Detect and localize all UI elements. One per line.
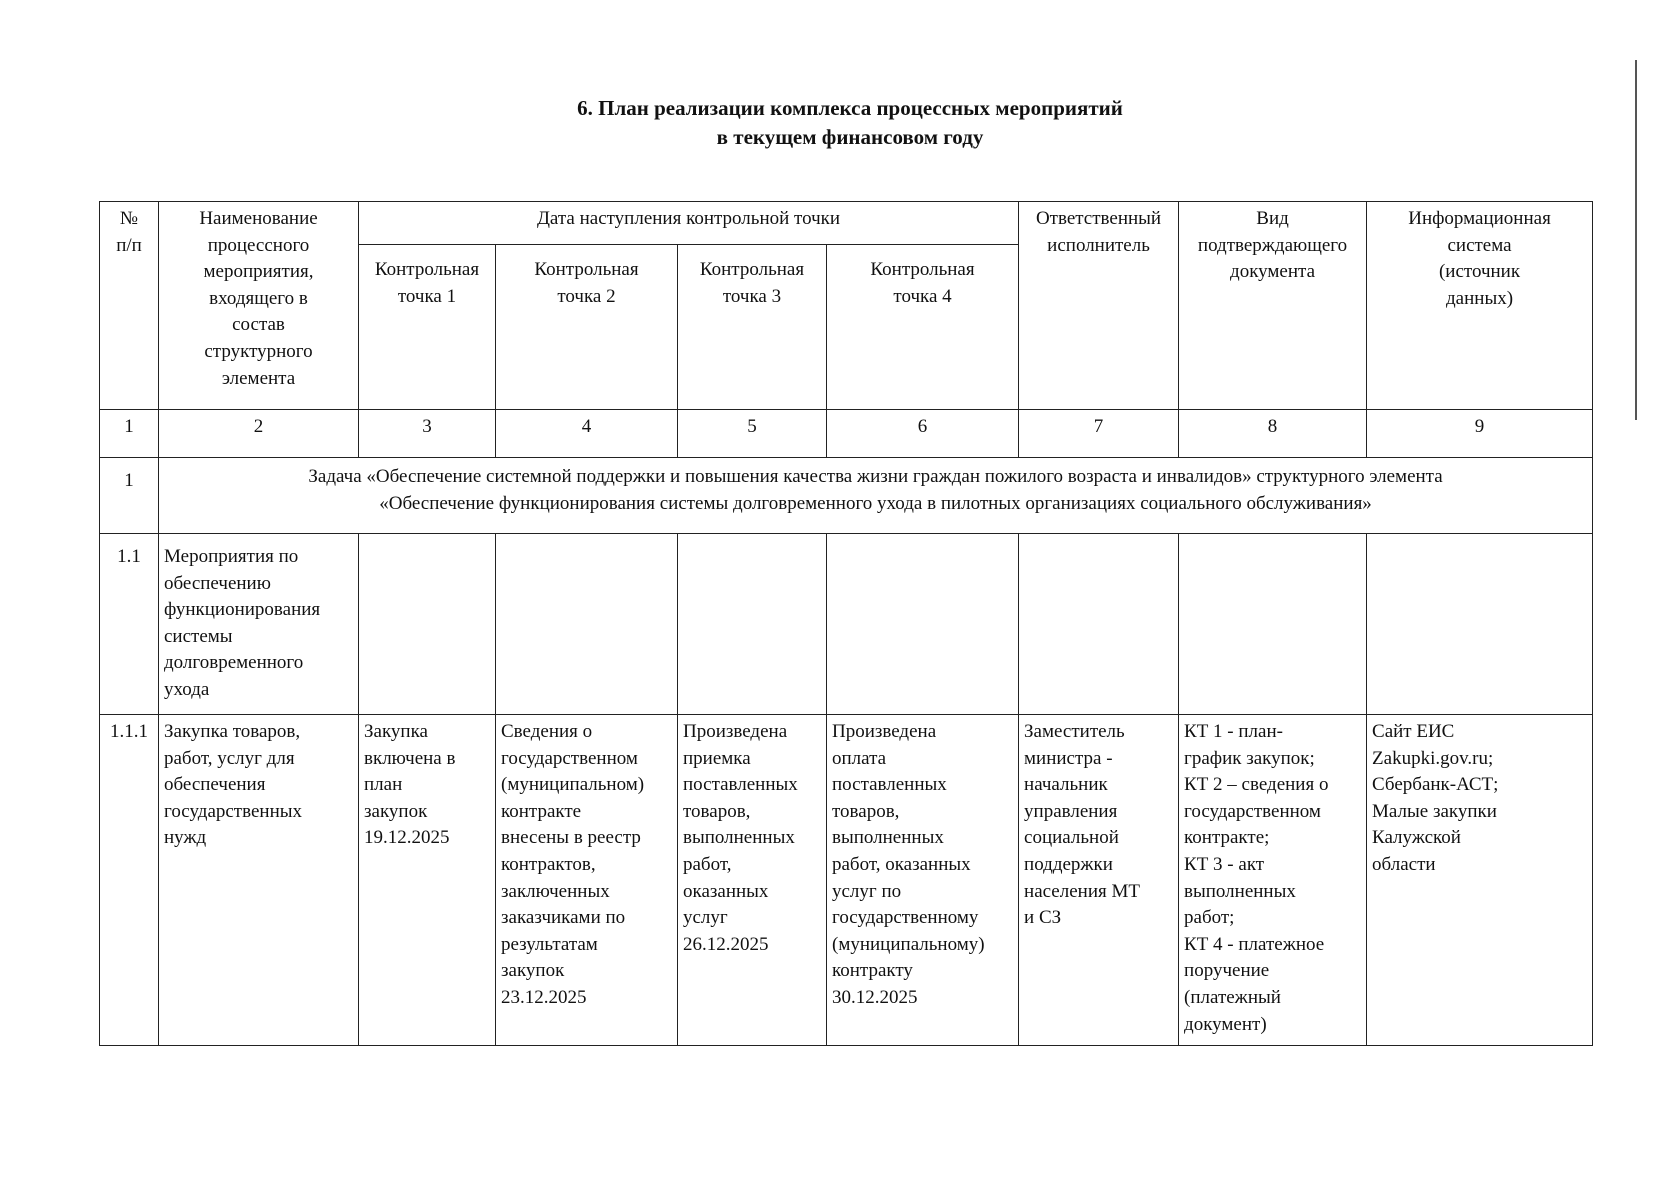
header-kt2-line: Контрольная <box>534 259 639 280</box>
cell-doc-type-line: государственном <box>1184 800 1321 822</box>
row-name-line: обеспечению <box>164 572 271 594</box>
row-name-line: системы <box>164 625 233 647</box>
cell-kt2-line: (муниципальном) <box>501 774 645 796</box>
header-num-line2: п/п <box>116 234 142 256</box>
task-row <box>100 458 1593 534</box>
cell-doc-type-line: контракте; <box>1184 827 1270 849</box>
cell-kt2 <box>496 715 678 1046</box>
cell-kt2-line: закупок <box>501 960 565 982</box>
row-name-line: Закупка товаров, <box>164 721 301 742</box>
cell-doc-type-line: КТ 3 - акт <box>1184 853 1265 875</box>
cell-kt3-line: работ, <box>683 853 732 875</box>
header-doc-type-line: Вид <box>1256 208 1289 229</box>
cell-info-system-line: Малые закупки <box>1372 800 1497 822</box>
empty-cell <box>496 534 678 715</box>
empty-cell <box>1367 534 1593 715</box>
cell-doc-type-line: документ) <box>1184 1013 1267 1035</box>
cell-info-system-line: области <box>1372 853 1436 875</box>
column-number: 7 <box>1019 410 1179 458</box>
header-kt3 <box>678 245 827 410</box>
header-responsible <box>1019 202 1179 410</box>
cell-responsible-line: управления <box>1024 800 1118 822</box>
column-number-row <box>100 410 1593 458</box>
table-row-1-1 <box>100 534 1593 715</box>
cell-kt3-line: поставленных <box>683 774 798 796</box>
header-responsible-line: Ответственный <box>1035 208 1162 229</box>
cell-info-system-line: Калужской <box>1372 827 1461 849</box>
header-doc-type-line: документа <box>1230 261 1316 283</box>
header-info-system-line: данных) <box>1446 287 1514 309</box>
column-number: 6 <box>827 410 1019 458</box>
cell-responsible-line: Заместитель <box>1024 721 1125 742</box>
cell-doc-type-line: (платежный <box>1184 986 1281 1008</box>
cell-doc-type-line: график закупок; <box>1184 747 1315 769</box>
header-kt4 <box>827 245 1019 410</box>
cell-kt4-line: 30.12.2025 <box>832 986 918 1008</box>
cell-kt4-line: выполненных <box>832 827 944 849</box>
cell-kt4-line: товаров, <box>832 800 900 822</box>
header-info-system-line: система <box>1447 234 1512 256</box>
column-number: 2 <box>159 410 359 458</box>
header-name-line: мероприятия, <box>203 261 314 283</box>
header-info-system-line: (источник <box>1438 261 1521 283</box>
cell-kt1 <box>359 715 496 1046</box>
cell-responsible <box>1019 715 1179 1046</box>
cell-kt4-line: (муниципальному) <box>832 933 985 955</box>
cell-doc-type-line: поручение <box>1184 960 1270 982</box>
column-number: 4 <box>496 410 678 458</box>
column-number: 3 <box>359 410 496 458</box>
cell-kt2-line: заключенных <box>501 880 610 902</box>
cell-kt2-line: внесены в реестр <box>501 827 641 849</box>
cell-kt4-line: государственному <box>832 907 979 929</box>
header-name-line: состав <box>232 314 285 336</box>
row-name-line: долговременного <box>164 652 304 674</box>
task-num: 1 <box>100 458 159 534</box>
empty-cell <box>359 534 496 715</box>
title-line-1: 6. План реализации комплекса процессных мероприятий <box>577 96 1123 120</box>
header-num-line1: № <box>119 208 139 229</box>
cell-kt4-line: контракту <box>832 960 913 982</box>
cell-kt4 <box>827 715 1019 1046</box>
cell-doc-type-line: работ; <box>1184 907 1235 929</box>
row-name-line: обеспечения <box>164 774 266 796</box>
cell-info-system <box>1367 715 1593 1046</box>
empty-cell <box>678 534 827 715</box>
task-text-line-1: Задача «Обеспечение системной поддержки и повышения качества жизни граждан пожилого возраста и инвалидов» структурного элемента <box>308 466 1443 487</box>
header-row-1 <box>100 202 1593 245</box>
header-kt1-line: Контрольная <box>374 259 480 280</box>
cell-kt2-line: 23.12.2025 <box>501 986 587 1008</box>
row-name-line: государственных <box>164 800 303 822</box>
header-kt1 <box>359 245 496 410</box>
header-info-system <box>1367 202 1593 410</box>
cell-info-system-line: Сайт ЕИС <box>1372 721 1455 742</box>
cell-kt2-line: контрактов, <box>501 853 596 875</box>
cell-kt1-line: закупок <box>364 800 428 822</box>
cell-info-system-line: Zakupki.gov.ru; <box>1372 747 1494 769</box>
header-doc-type <box>1179 202 1367 410</box>
column-number: 5 <box>678 410 827 458</box>
cell-kt4-line: Произведена <box>832 721 937 742</box>
header-responsible-line: исполнитель <box>1047 234 1150 256</box>
empty-cell <box>827 534 1019 715</box>
header-kt4-line: Контрольная <box>870 259 975 280</box>
cell-info-system-line: Сбербанк-АСТ; <box>1372 774 1499 796</box>
header-name-line: Наименование <box>199 208 318 229</box>
header-kt3-line: Контрольная <box>699 259 805 280</box>
row-name-line: работ, услуг для <box>164 747 295 769</box>
header-name-line: процессного <box>207 234 310 256</box>
cell-responsible-line: начальник <box>1024 774 1108 796</box>
header-num <box>100 202 159 410</box>
table-row-1-1-1 <box>100 715 1593 1046</box>
cell-doc-type-line: КТ 4 - платежное <box>1184 933 1325 955</box>
cell-kt1-line: 19.12.2025 <box>364 827 450 849</box>
cell-responsible-line: населения МТ <box>1024 880 1140 902</box>
row-name-line: Мероприятия по <box>164 546 299 567</box>
cell-responsible-line: министра - <box>1024 747 1113 769</box>
cell-kt4-line: услуг по <box>832 880 902 902</box>
cell-kt4-line: оплата <box>832 747 887 769</box>
row-num: 1.1.1 <box>100 715 159 1046</box>
cell-kt1-line: включена в <box>364 747 456 769</box>
empty-cell <box>1179 534 1367 715</box>
column-number: 8 <box>1179 410 1367 458</box>
header-kt1-line: точка 1 <box>397 285 457 307</box>
cell-doc-type <box>1179 715 1367 1046</box>
header-name-line: входящего в <box>209 287 308 309</box>
cell-kt2-line: заказчиками по <box>501 907 626 929</box>
header-kt4-line: точка 4 <box>893 285 952 307</box>
plan-table <box>99 201 1593 1046</box>
cell-kt3-line: товаров, <box>683 800 751 822</box>
cell-doc-type-line: выполненных <box>1184 880 1296 902</box>
cell-kt3-line: 26.12.2025 <box>683 933 769 955</box>
cell-kt2-line: государственном <box>501 747 638 769</box>
row-name-line: нужд <box>164 827 207 849</box>
column-number: 1 <box>100 410 159 458</box>
cell-doc-type-line: КТ 2 – сведения о <box>1184 774 1329 796</box>
cell-responsible-line: поддержки <box>1024 853 1113 875</box>
scan-edge-line <box>1635 60 1637 420</box>
header-date-group: Дата наступления контрольной точки <box>359 202 1019 245</box>
column-number: 9 <box>1367 410 1593 458</box>
header-kt2-line: точка 2 <box>557 285 616 307</box>
row-name-line: функционирования <box>164 599 321 621</box>
row-name-line: ухода <box>164 678 210 700</box>
cell-responsible-line: социальной <box>1024 827 1119 849</box>
title-line-2: в текущем финансовом году <box>716 125 984 149</box>
row-name <box>159 534 359 715</box>
cell-kt4-line: поставленных <box>832 774 947 796</box>
cell-kt2-line: результатам <box>501 933 598 955</box>
empty-cell <box>1019 534 1179 715</box>
cell-kt4-line: работ, оказанных <box>832 853 971 875</box>
page-title <box>0 94 1653 152</box>
cell-kt3-line: выполненных <box>683 827 795 849</box>
task-text-line-2: «Обеспечение функционирования системы долговременного ухода в пилотных организациях социального обслуживания» <box>379 492 1372 514</box>
header-name <box>159 202 359 410</box>
cell-kt1-line: план <box>364 774 403 796</box>
cell-responsible-line: и СЗ <box>1024 907 1062 929</box>
header-name-line: структурного <box>204 340 313 362</box>
cell-kt3-line: услуг <box>683 907 728 929</box>
row-name <box>159 715 359 1046</box>
cell-kt3-line: оказанных <box>683 880 769 902</box>
cell-kt3-line: Произведена <box>683 721 788 742</box>
cell-kt2-line: контракте <box>501 800 582 822</box>
header-doc-type-line: подтверждающего <box>1197 234 1348 256</box>
cell-kt1-line: Закупка <box>364 721 428 742</box>
cell-kt3 <box>678 715 827 1046</box>
cell-kt2-line: Сведения о <box>501 721 593 742</box>
task-text <box>159 458 1593 534</box>
cell-kt3-line: приемка <box>683 747 751 769</box>
header-kt3-line: точка 3 <box>722 285 782 307</box>
header-name-line: элемента <box>221 367 296 389</box>
header-kt2 <box>496 245 678 410</box>
header-info-system-line: Информационная <box>1408 208 1551 229</box>
row-num: 1.1 <box>100 534 159 715</box>
cell-doc-type-line: КТ 1 - план- <box>1184 721 1283 742</box>
